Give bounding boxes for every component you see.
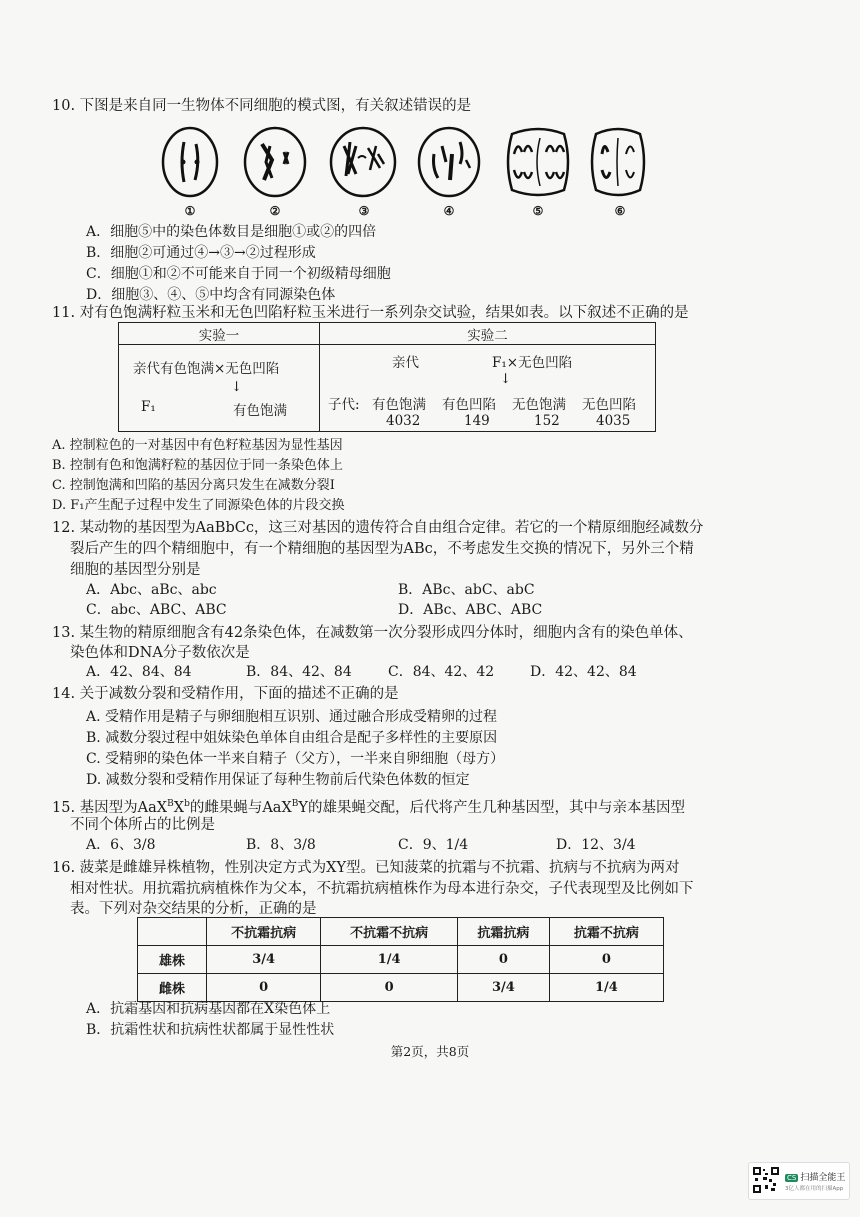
q14-option-b: B. 减数分裂过程中姐妹染色单体自由组合是配子多样性的主要原因 [86,730,498,746]
q11-exp1-arrow: ↓ [231,379,243,395]
q11-stem: 11. 对有色饱满籽粒玉米和无色凹陷籽粒玉米进行一系列杂交试验，结果如表。以下叙述不正确的是 [52,305,689,321]
qr-code-icon [753,1167,779,1193]
q13-option-d: D．42、42、84 [530,664,637,680]
q11-exp2-parent-label: 亲代 [392,355,419,371]
q11-exp1-cross: 亲代有色饱满×无色凹陷 [133,361,280,377]
q16-row1-c3: 0 [457,946,549,974]
cell-4 [416,124,482,200]
table-row [138,974,664,1002]
q16-line-1: 16. 菠菜是雌雄异株植物，性别决定方式为XY型。已知菠菜的抗霜与不抗霜、抗病与不抗病为两对 [52,860,680,876]
q11-option-b: B. 控制有色和饱满籽粒的基因位于同一条染色体上 [52,458,343,473]
q15-sup-1: B [167,799,174,809]
q14-option-a: A. 受精作用是精子与卵细胞相互识别、通过融合形成受精卵的过程 [86,709,498,725]
q11-exp1-f1-label: F₁ [141,399,156,415]
q15-text-d: Y的雄果蝇交配，后代将产生几种基因型，其中与亲本基因型 [298,799,685,816]
q13-line-1: 13. 某生物的精原细胞含有42条染色体，在减数第一次分裂形成四分体时，细胞内含有的染色单体、 [52,625,693,641]
q15-option-a: A．6、3/8 [86,837,156,853]
q15-text-b: X [173,799,185,816]
cell-label-3: ③ [358,204,370,218]
q13-line-2: 染色体和DNA分子数依次是 [70,645,250,661]
q11-option-a: A. 控制粒色的一对基因中有色籽粒基因为显性基因 [52,438,343,453]
q11-phenotype-2: 有色凹陷 [442,397,496,413]
q16-header-0 [138,918,207,946]
q10-stem: 10. 下图是来自同一生物体不同细胞的模式图，有关叙述错误的是 [52,98,472,114]
q11-phenotype-3: 无色饱满 [512,397,566,413]
q16-line-3: 表。下列对杂交结果的分析，正确的是 [70,901,317,917]
q13-option-c: C．84、42、42 [388,664,495,680]
q15-sup-3: B [291,799,299,809]
q14-option-d: D. 减数分裂和受精作用保证了每种生物前后代染色体数的恒定 [86,772,470,788]
scanner-badge: CS [787,1174,797,1182]
q15-line-2: 不同个体所占的比例是 [70,817,215,833]
q16-header-4: 抗霜不抗病 [549,918,663,946]
cell-label-6: ⑥ [614,204,626,218]
q12-option-d: D．ABc、ABC、ABC [398,602,543,618]
q10-option-d: D．细胞③、④、⑤中均含有同源染色体 [86,287,336,303]
q15-option-c: C．9、1/4 [398,837,469,853]
q16-header-2: 不抗霜不抗病 [321,918,458,946]
table-row [138,946,664,974]
q11-count-1: 4032 [386,413,421,429]
cell-label-2: ② [269,204,281,218]
q11-exp2-body [320,345,656,432]
q15-text-c: 的雌果蝇与AaX [189,799,292,816]
q16-header-3: 抗霜抗病 [457,918,549,946]
q12-line-2: 裂后产生的四个精细胞中，有一个精细胞的基因型为ABc，不考虑发生交换的情况下，另外三个精 [70,541,694,557]
cell-label-1: ① [184,204,196,218]
q16-row2-c1: 0 [207,974,321,1002]
q11-option-c: C. 控制饱满和凹陷的基因分离只发生在减数分裂Ⅰ [52,478,335,493]
q16-row2-c4: 1/4 [549,974,663,1002]
q16-option-a: A．抗霜基因和抗病基因都在X染色体上 [86,1001,331,1017]
q12-option-a: A．Abc、aBc、abc [86,582,217,598]
q11-count-4: 4035 [596,413,631,429]
q16-row1-c2: 1/4 [321,946,458,974]
cell-label-5: ⑤ [532,204,544,218]
cell-5 [500,124,576,200]
page-footer: 第2页，共8页 [390,1044,470,1059]
q11-table [118,322,656,432]
q11-exp2-offspring-label: 子代: [328,397,360,413]
q12-option-c: C．abc、ABC、ABC [86,602,227,618]
scanner-tagline: 3亿人都在用的扫描App [785,1186,844,1192]
q11-option-d: D. F₁产生配子过程中发生了同源染色体的片段交换 [52,498,345,513]
cell-diagram [150,124,650,224]
q16-row2-c2: 0 [321,974,458,1002]
q11-phenotype-1: 有色饱满 [372,397,426,413]
cell-6 [586,124,650,200]
q11-count-2: 149 [464,413,490,429]
scanner-brand [785,1170,845,1183]
q10-option-a: A．细胞⑤中的染色体数目是细胞①或②的四倍 [86,224,377,240]
q16-line-2: 相对性状。用抗霜抗病植株作为父本，不抗霜抗病植株作为母本进行杂交，子代表现型及比例如下 [70,881,694,897]
q14-stem: 14. 关于减数分裂和受精作用，下面的描述不正确的是 [52,686,399,702]
q14-option-c: C. 受精卵的染色体一半来自精子（父方），一半来自卵细胞（母方） [86,751,505,767]
q16-row1-c1: 3/4 [207,946,321,974]
q15-option-b: B．8、3/8 [246,837,316,853]
q16-header-1: 不抗霜抗病 [207,918,321,946]
q15-sup-2: b [184,799,190,809]
cell-label-4: ④ [443,204,455,218]
q12-line-1: 12. 某动物的基因型为AaBbCc，这三对基因的遗传符合自由组合定律。若它的一个精原细胞经减数分 [52,520,704,536]
q11-exp1-header: 实验一 [119,323,320,345]
q11-exp1-body [119,345,320,432]
q15-text-a: 15. 基因型为AaX [52,799,168,816]
q16-row2-sex: 雌株 [138,974,207,1002]
q11-exp2-arrow: ↓ [500,371,512,387]
q15-option-d: D．12、3/4 [556,837,636,853]
q12-option-b: B．ABc、abC、abC [398,582,535,598]
q10-option-b: B．细胞②可通过④→③→②过程形成 [86,245,316,261]
q10-option-c: C．细胞①和②不可能来自于同一个初级精母细胞 [86,266,391,282]
q12-line-3: 细胞的基因型分别是 [70,562,201,578]
q16-option-b: B．抗霜性状和抗病性状都属于显性性状 [86,1022,335,1038]
cell-2 [242,124,308,200]
q16-row2-c3: 3/4 [457,974,549,1002]
q16-row1-sex: 雄株 [138,946,207,974]
scanner-watermark [748,1162,850,1200]
q16-row1-c4: 0 [549,946,663,974]
q13-option-a: A．42、84、84 [86,664,192,680]
q11-exp1-f1-value: 有色饱满 [233,403,287,419]
q11-phenotype-4: 无色凹陷 [582,397,636,413]
cell-3 [328,124,398,200]
q11-exp2-header: 实验二 [320,323,656,345]
scanner-brand-name: 扫描全能王 [800,1173,846,1183]
q11-exp2-cross: F₁×无色凹陷 [492,355,573,371]
cell-1 [160,124,220,200]
q11-count-3: 152 [534,413,560,429]
q16-table [137,917,664,1002]
q13-option-b: B．84、42、84 [246,664,352,680]
